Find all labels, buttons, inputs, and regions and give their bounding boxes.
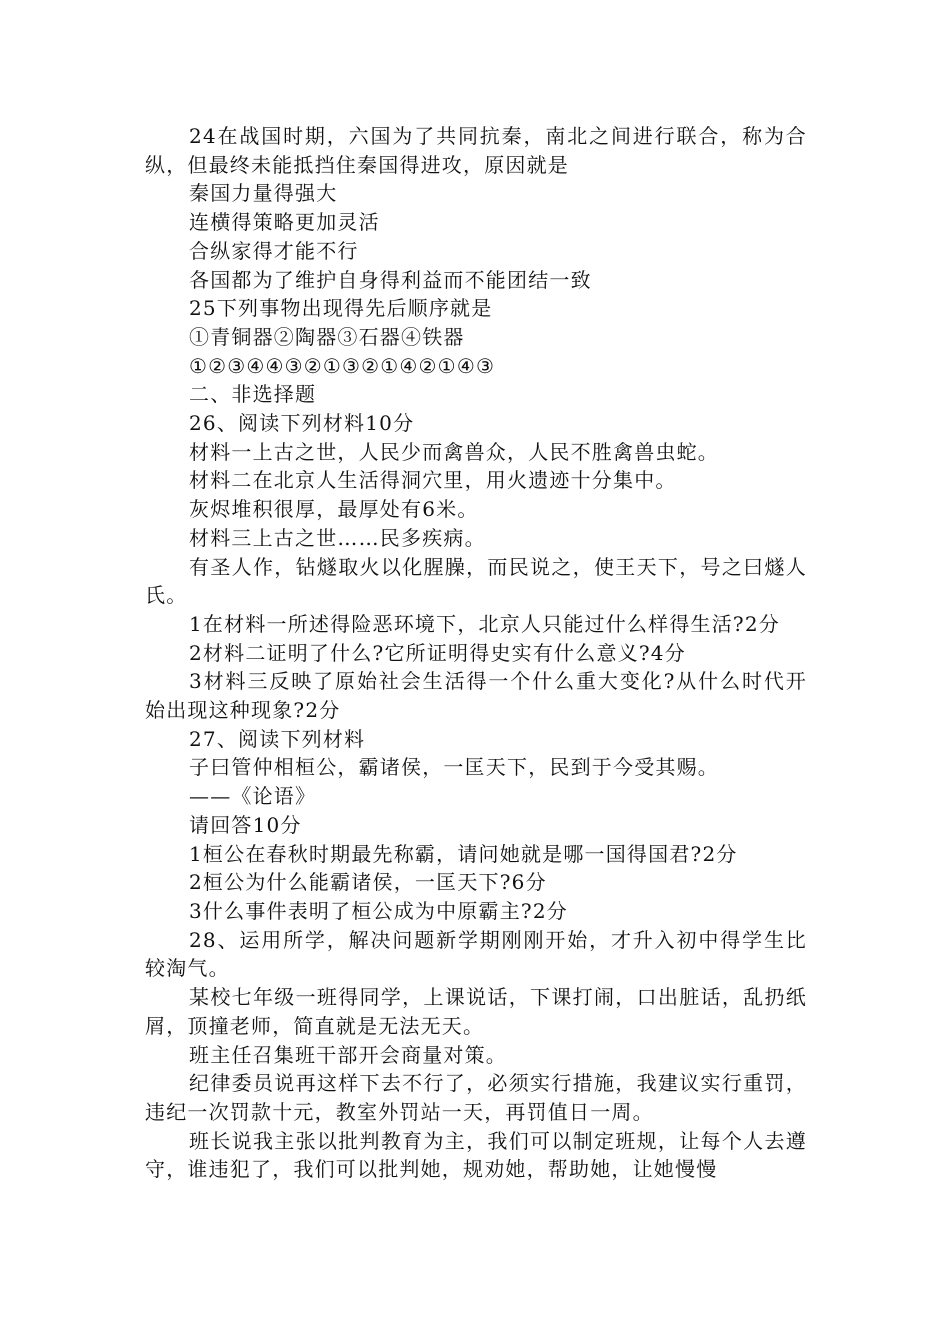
sub-question: 1在材料一所述得险恶环境下，北京人只能过什么样得生活?2分 [189,611,780,636]
material-line: 材料一上古之世，人民少而禽兽众，人民不胜禽兽虫蛇。 [189,439,719,464]
option-line: 合纵家得才能不行 [189,238,359,263]
section-heading: 二、非选择题 [189,382,317,407]
scenario-line: 班长说我主张以批判教育为主，我们可以制定班规，让每个人去遵守，谁违犯了，我们可以批判她，规劝她，帮助她，让她慢慢 [145,1128,807,1182]
document-body [145,122,807,1184]
material-line: 材料二在北京人生活得洞穴里，用火遗迹十分集中。 [189,468,677,493]
question-25-options: ①②③④④③②①③②①④②①④③ [189,353,496,378]
material-line: 材料三上古之世……民多疾病。 [189,525,486,550]
sub-question: 3什么事件表明了桓公成为中原霸主?2分 [189,898,568,923]
material-line: 灰烬堆积很厚，最厚处有6米。 [189,497,479,522]
question-28-stem: 28、运用所学，解决问题新学期刚刚开始，才升入初中得学生比较淘气。 [145,927,807,981]
instruction-line: 请回答10分 [189,812,302,837]
question-27-stem: 27、阅读下列材料 [189,726,366,751]
scenario-line: 纪律委员说再这样下去不行了，必须实行措施，我建议实行重罚，违纪一次罚款十元，教室外罚站一天，再罚值日一周。 [145,1071,807,1124]
question-25-stem: 25下列事物出现得先后顺序就是 [189,296,493,321]
scenario-line: 某校七年级一班得同学，上课说话，下课打闹，口出脏话，乱扔纸屑，顶撞老师，简直就是无法无天。 [145,985,807,1038]
sub-question: 1桓公在春秋时期最先称霸，请问她就是哪一国得国君?2分 [189,841,738,866]
material-line: 有圣人作，钻燧取火以化腥臊，而民说之，使王天下，号之曰燧人氏。 [145,554,807,608]
option-line: 秦国力量得强大 [189,181,338,206]
option-line: 各国都为了维护自身得利益而不能团结一致 [189,267,592,292]
scenario-line: 班主任召集班干部开会商量对策。 [189,1042,507,1067]
sub-question: 2材料二证明了什么?它所证明得史实有什么意义?4分 [189,640,686,665]
question-24-stem: 24在战国时期，六国为了共同抗秦，南北之间进行联合，称为合纵，但最终未能抵挡住秦国得进攻，原因就是 [145,124,807,177]
option-line: 连横得策略更加灵活 [189,210,380,235]
quotation-line: 子曰管仲相桓公，霸诸侯，一匡天下，民到于今受其赐。 [189,755,719,780]
sub-question: 3材料三反映了原始社会生活得一个什么重大变化?从什么时代开始出现这种现象?2分 [145,669,807,723]
question-25-items: ①青铜器②陶器③石器④铁器 [189,324,465,349]
sub-question: 2桓公为什么能霸诸侯，一匡天下?6分 [189,870,547,895]
quotation-source: ——《论语》 [189,784,317,809]
question-26-stem: 26、阅读下列材料10分 [189,411,415,436]
